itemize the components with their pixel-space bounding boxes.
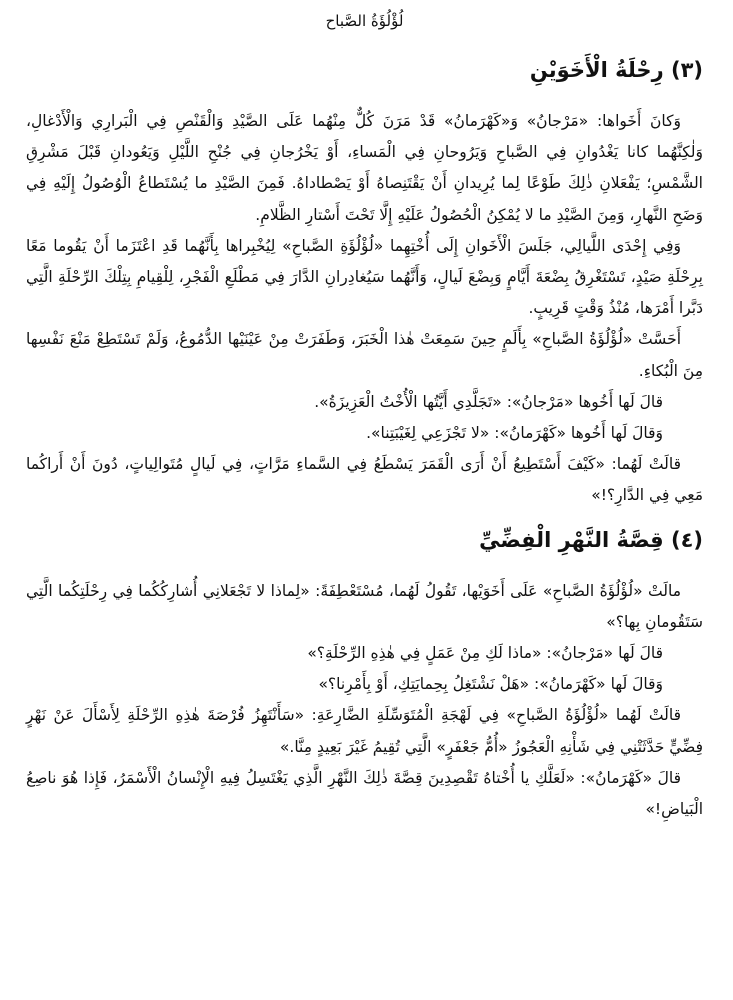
dialogue-line: قالَ لَها أَخُوها «مَرْجانُ»: «تَجَلَّدِي أَيَّتُها الْأُخْتُ الْعَزِيزَةُ». (314, 392, 663, 411)
running-header: لُؤْلُؤَةُ الصَّباح (325, 12, 404, 30)
paragraph: مالَتْ «لُؤْلُؤَةُ الصَّباحِ» عَلَى أَخَوَيْها، تَقُولُ لَهُما، مُسْتَعْطِفَةً: «لِماذا لا تَجْعَلانِي أُشارِكُكُما فِي رِحْلَتِكُما الَّتِي سَتَقُومانِ بِها؟» (26, 581, 703, 631)
dialogue-line: قالَتْ لَهُما: «كَيْفَ أَسْتَطِيعُ أَنْ أَرَى الْقَمَرَ يَسْطَعُ فِي السَّماءِ مَرَّاتٍ، فِي لَيالٍ مُتَوالِياتٍ، دُونَ أَنْ أَراكُما مَعِي فِي الدَّارِ؟!» (26, 455, 703, 505)
dialogue-line: وَقالَ لَها «كَهْرَمانُ»: «هَلْ نَشْتَغِلُ بِحِمايَتِكِ، أَوْ بِأَمْرِنا؟» (318, 675, 663, 694)
paragraph: أَحَسَّتْ «لُؤْلُؤَةُ الصَّباحِ» بِأَلَمٍ حِينَ سَمِعَتْ هٰذا الْخَبَرَ، وَطَفَرَتْ مِنْ عَيْنَيْها الدُّمُوعُ، وَلَمْ تَسْتَطِعْ مَنْعَ نَفْسِها مِنَ الْبُكاءِ. (26, 330, 703, 380)
dialogue-line: قالَتْ لَهُما «لُؤْلُؤَةُ الصَّباحِ» فِي لَهْجَةِ الْمُتَوَسِّلَةِ الضَّارِعَةِ: «سَأَنْتَهِزُ فُرْصَةَ هٰذِهِ الرِّحْلَةِ لِأَسْأَلَ عَنْ نَهْرٍ فِضِّيٍّ حَدَّثَتْنِي فِي شَأْنِهِ الْعَجُوزُ «أُمُّ جَعْفَرٍ» الَّتِي تُقِيمُ غَيْرَ بَعِيدٍ مِنَّا.» (26, 706, 703, 756)
dialogue-line: وَقالَ لَها أَخُوها «كَهْرَمانُ»: «لا تَجْزَعِي لِغَيْبَتِنا». (366, 424, 663, 443)
section-title-silver-river: (٤) قِصَّةُ النَّهْرِ الْفِضِّيِّ (479, 527, 703, 552)
paragraph: وَفِي إِحْدَى اللَّيالِي، جَلَسَ الْأَخَوانِ إِلَى أُخْتِهِما «لُؤْلُؤَةِ الصَّباحِ» لِيُخْبِراها بِأَنَّهُما قَدِ اعْتَزَما أَنْ يَقُوما مَعًا بِرِحْلَةِ صَيْدٍ، تَسْتَغْرِقُ بِضْعَةَ أَيَّامٍ وَبِضْعَ لَيالٍ، وَأَنَّهُما سَيُغادِرانِ الدَّارَ فِي مَطْلَعِ الْفَجْرِ، لِلْقِيامِ بِتِلْكَ الرِّحْلَةِ الَّتِي دَبَّرا أَمْرَها، مُنْذُ وَقْتٍ قَرِيبٍ. (26, 236, 703, 318)
section-body-journey (26, 106, 703, 512)
dialogue-line: قالَ «كَهْرَمانُ»: «لَعَلَّكِ يا أُخْتاهُ تَقْصِدِينَ قِصَّةَ ذٰلِكَ النَّهْرِ الَّذِي يَغْتَسِلُ فِيهِ الْإِنْسانُ الْأَسْمَرُ، فَإِذا هُوَ ناصِعُ الْبَياضِ!» (26, 768, 703, 819)
section-title-journey: (٣) رِحْلَةُ الْأَخَوَيْنِ (529, 58, 703, 82)
paragraph: وَكانَ أَخَواها: «مَرْجانُ» وَ«كَهْرَمانُ» قَدْ مَرَنَ كُلٌّ مِنْهُما عَلَى الصَّيْدِ وَالْقَنْصِ فِي الْبَرارِي وَالْأَدْغالِ، وَلٰكِنَّهُما كانا يَغْدُوانِ فِي الصَّباحِ وَيَرُوحانِ فِي الْمَساءِ، أَوْ يَخْرُجانِ فِي جُنْحِ اللَّيْلِ وَيَعُودانِ قَبْلَ مَشْرِقِ الشَّمْسِ؛ يَفْعَلانِ ذٰلِكَ طَوْعًا لِما يُرِيدانِ أَنْ يَقْتَنِصاهُ أَوْ يَصْطاداهُ. فَمِنَ الصَّيْدِ ما يُسْتَطاعُ الْوُصُولُ إِلَيْهِ فِي وَضَحِ النَّهارِ، وَمِنَ الصَّيْدِ ما لا يُمْكِنُ الْحُصُولُ عَلَيْهِ إِلَّا تَحْتَ أَسْتارِ الظَّلامِ. (26, 112, 703, 224)
section-body-silver-river (26, 576, 703, 826)
dialogue-line: قالَ لَها «مَرْجانُ»: «ماذا لَكِ مِنْ عَمَلٍ فِي هٰذِهِ الرِّحْلَةِ؟» (307, 644, 663, 663)
